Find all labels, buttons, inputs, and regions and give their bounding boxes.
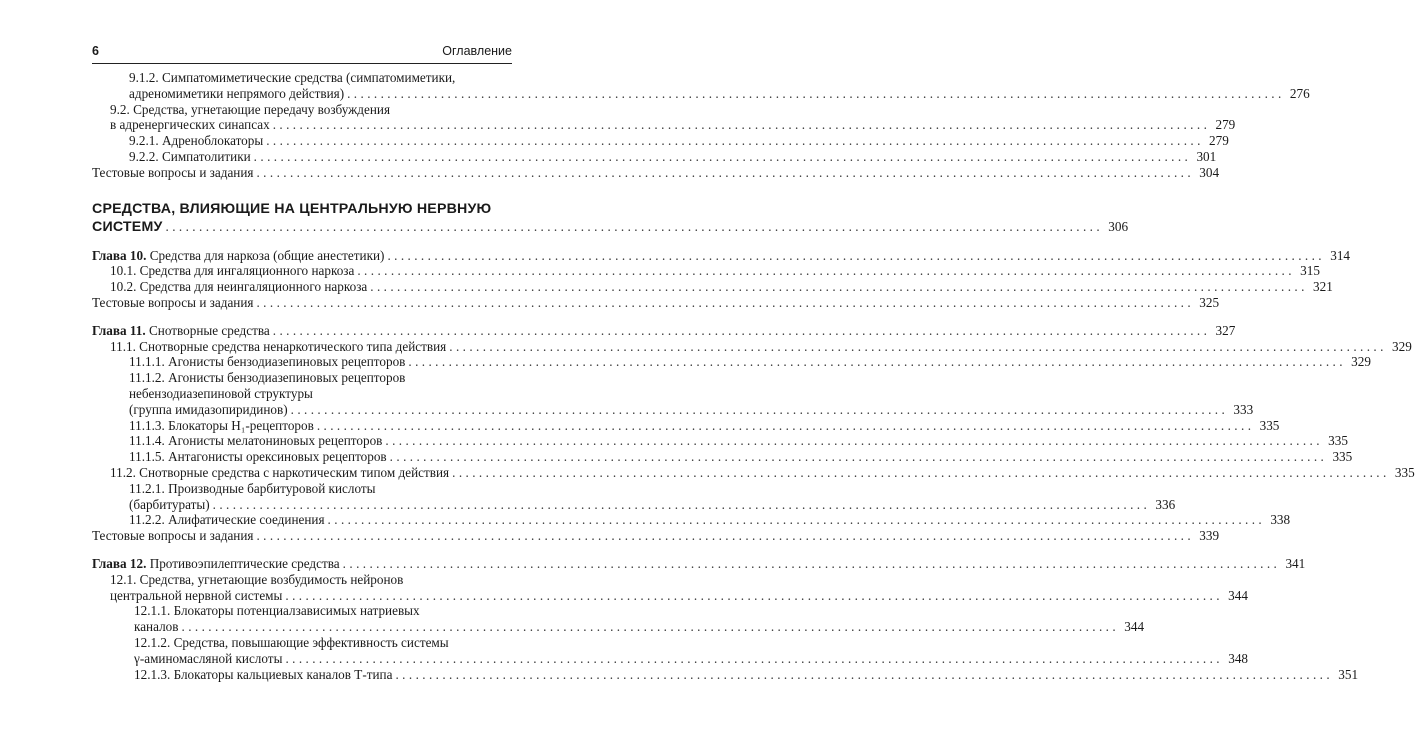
toc-page-number: 335 <box>1332 449 1353 465</box>
toc-entry[interactable] <box>92 279 1333 295</box>
toc-entry[interactable] <box>92 449 1353 465</box>
dot-leader: ............................................................................................................................................ <box>290 401 1229 417</box>
toc-entry-text: СИСТЕМУ <box>92 218 163 235</box>
dot-leader: ............................................................................................................................................ <box>347 85 1285 101</box>
toc-entry-text: 12.1.2. Средства, повышающие эффективность системы <box>134 634 449 650</box>
toc-entry[interactable] <box>92 571 1248 604</box>
dot-leader: ............................................................................................................................................ <box>385 433 1323 449</box>
dot-leader: ............................................................................................................................................ <box>449 338 1387 354</box>
dot-leader: ............................................................................................................................................ <box>266 133 1204 149</box>
toc-entry[interactable] <box>92 480 1176 513</box>
dot-leader: ............................................................................................................................................ <box>256 294 1195 310</box>
toc-page-number: 341 <box>1285 555 1306 571</box>
toc-entry-text: 11.1. Снотворные средства ненаркотического типа действия <box>110 338 447 354</box>
toc-entry-text: γ-аминомасляной кислоты <box>134 650 283 666</box>
toc-entry-text: 11.1.4. Агонисты мелатониновых рецепторов <box>129 433 383 449</box>
toc-entry-text: 11.1.5. Антагонисты орексиновых рецепторов <box>129 449 387 465</box>
toc-entry-text: СРЕДСТВА, ВЛИЯЮЩИЕ НА ЦЕНТРАЛЬНУЮ НЕРВНУЮ <box>92 200 492 217</box>
dot-leader: ............................................................................................................................................ <box>285 587 1223 603</box>
toc-page-number: 327 <box>1215 322 1236 338</box>
toc-page-number: 315 <box>1300 263 1320 279</box>
dot-leader: ............................................................................................................................................ <box>327 512 1266 528</box>
dot-leader: ............................................................................................................................................ <box>285 650 1223 666</box>
toc-page-number: 335 <box>1259 417 1280 433</box>
toc-entry-text: Глава 11. Снотворные средства <box>92 322 270 338</box>
toc-entry[interactable] <box>92 294 1220 311</box>
toc-entry-text: 12.1.1. Блокаторы потенциалзависимых натриевых <box>134 603 420 619</box>
toc-page-number: 351 <box>1338 666 1359 682</box>
toc-entry-text: Тестовые вопросы и задания <box>92 528 254 544</box>
toc-page-number: 348 <box>1228 650 1248 666</box>
toc-entry-text: небензодиазепиновой структуры <box>129 385 313 401</box>
toc-page-number: 304 <box>1199 164 1220 180</box>
dot-leader: ............................................................................................................................................ <box>387 247 1325 263</box>
toc-entry[interactable] <box>92 148 1217 165</box>
toc-entry-text: адреномиметики непрямого действия) <box>129 85 345 101</box>
toc-page-number: 279 <box>1215 117 1236 133</box>
toc-entry-text: 10.2. Средства для неингаляционного наркоза <box>110 279 368 295</box>
toc-entry[interactable] <box>92 433 1348 449</box>
toc-entry[interactable] <box>92 634 1248 667</box>
page-number: 6 <box>92 44 99 58</box>
dot-leader: ............................................................................................................................................ <box>370 279 1308 295</box>
toc-page-number: 325 <box>1199 294 1220 310</box>
table-of-contents <box>92 70 1415 682</box>
toc-chapter-heading[interactable] <box>92 247 1350 264</box>
toc-entry-text: 9.2.1. Адреноблокаторы <box>129 133 264 149</box>
dot-leader: ............................................................................................................................................ <box>256 528 1195 544</box>
toc-entry[interactable] <box>92 666 1359 683</box>
toc-page-number: 276 <box>1289 85 1310 101</box>
chapter-number: Глава 10. <box>92 247 147 263</box>
dot-leader: ............................................................................................................................................ <box>357 263 1295 279</box>
toc-entry-text: Глава 10. Средства для наркоза (общие анестетики) <box>92 247 385 263</box>
chapter-number: Глава 12. <box>92 555 147 571</box>
dot-leader: ............................................................................................................................................ <box>165 218 1104 234</box>
toc-page-number: 321 <box>1313 279 1333 295</box>
header-rule <box>92 63 512 64</box>
toc-entry-text: 11.1.2. Агонисты бензодиазепиновых рецепторов <box>129 370 406 386</box>
dot-leader: ............................................................................................................................................ <box>181 619 1120 635</box>
dot-leader: ............................................................................................................................................ <box>256 164 1195 180</box>
toc-entry[interactable] <box>92 133 1229 149</box>
dot-leader: ............................................................................................................................................ <box>212 496 1151 512</box>
toc-page-number: 336 <box>1155 496 1176 512</box>
page-header <box>92 44 512 62</box>
toc-chapter-heading[interactable] <box>92 322 1236 339</box>
toc-entry[interactable] <box>92 370 1254 417</box>
toc-entry-text: 10.1. Средства для ингаляционного наркоза <box>110 263 355 279</box>
dot-leader: ............................................................................................................................................ <box>272 322 1211 338</box>
toc-entry-text: Тестовые вопросы и задания <box>92 164 254 180</box>
toc-page-number: 344 <box>1228 587 1248 603</box>
toc-spacer <box>92 181 512 201</box>
toc-page-number: 314 <box>1330 247 1350 263</box>
toc-entry-text: 11.2.1. Производные барбитуровой кислоты <box>129 480 376 496</box>
toc-entry[interactable] <box>92 464 1415 481</box>
dot-leader: ............................................................................................................................................ <box>253 148 1192 164</box>
toc-page-number: 279 <box>1209 133 1229 149</box>
toc-entry[interactable] <box>92 528 1220 544</box>
toc-entry[interactable] <box>92 603 1145 635</box>
toc-entry-text: (группа имидазопиридинов) <box>129 401 288 417</box>
toc-page-number: 306 <box>1108 218 1129 234</box>
toc-entry-text: Тестовые вопросы и задания <box>92 294 254 310</box>
dot-leader: ............................................................................................................................................ <box>452 464 1390 480</box>
toc-page-number: 329 <box>1392 338 1412 354</box>
toc-entry-text: 9.1.2. Симпатомиметические средства (симпатомиметики, <box>129 70 456 85</box>
dot-leader: ............................................................................................................................................ <box>389 449 1328 465</box>
dot-leader: ............................................................................................................................................ <box>342 555 1281 571</box>
toc-entry-text: каналов <box>134 619 179 635</box>
toc-chapter-heading[interactable] <box>92 555 1306 572</box>
toc-entry-text: 12.1.3. Блокаторы кальциевых каналов Т-типа <box>134 666 393 682</box>
toc-section-heading[interactable] <box>92 200 1129 236</box>
toc-entry-text: 11.1.3. Блокаторы H₁-рецепторов <box>129 417 314 433</box>
running-title: Оглавление <box>442 44 512 58</box>
toc-entry-text: 9.2. Средства, угнетающие передачу возбуждения <box>110 101 391 117</box>
toc-entry[interactable] <box>92 70 1310 102</box>
toc-entry[interactable] <box>92 101 1236 134</box>
toc-entry-text: 9.2.2. Симпатолитики <box>129 148 251 164</box>
toc-page-number: 338 <box>1270 512 1291 528</box>
chapter-number: Глава 11. <box>92 322 146 338</box>
dot-leader: ............................................................................................................................................ <box>408 354 1346 370</box>
toc-page-number: 339 <box>1199 528 1220 544</box>
toc-entry[interactable] <box>92 417 1280 434</box>
toc-entry[interactable] <box>92 263 1320 279</box>
dot-leader: ............................................................................................................................................ <box>272 117 1211 133</box>
toc-page-number: 301 <box>1196 148 1217 164</box>
toc-entry[interactable] <box>92 338 1412 355</box>
toc-entry-text: 11.2. Снотворные средства с наркотическим типом действия <box>110 464 450 480</box>
toc-page-number: 329 <box>1351 354 1371 370</box>
toc-spacer <box>92 311 512 323</box>
toc-spacer <box>92 544 512 556</box>
toc-entry[interactable] <box>92 164 1220 181</box>
toc-entry-text: Глава 12. Противоэпилептические средства <box>92 555 340 571</box>
toc-entry[interactable] <box>92 354 1371 370</box>
dot-leader: ............................................................................................................................................ <box>395 666 1334 682</box>
toc-entry-text: центральной нервной системы <box>110 587 283 603</box>
toc-page-number: 335 <box>1328 433 1348 449</box>
toc-entry-text: 11.2.2. Алифатические соединения <box>129 512 325 528</box>
toc-entry[interactable] <box>92 512 1291 528</box>
toc-entry-text: в адренергических синапсах <box>110 117 270 133</box>
toc-page-number: 335 <box>1394 464 1415 480</box>
toc-entry-text: (барбитураты) <box>129 496 210 512</box>
toc-page-number: 344 <box>1124 619 1145 635</box>
toc-page-number: 333 <box>1233 401 1254 417</box>
dot-leader: ............................................................................................................................................ <box>316 417 1255 433</box>
toc-spacer <box>92 236 512 248</box>
toc-entry-text: 11.1.1. Агонисты бензодиазепиновых рецепторов <box>129 354 406 370</box>
toc-entry-text: 12.1. Средства, угнетающие возбудимость нейронов <box>110 571 404 587</box>
